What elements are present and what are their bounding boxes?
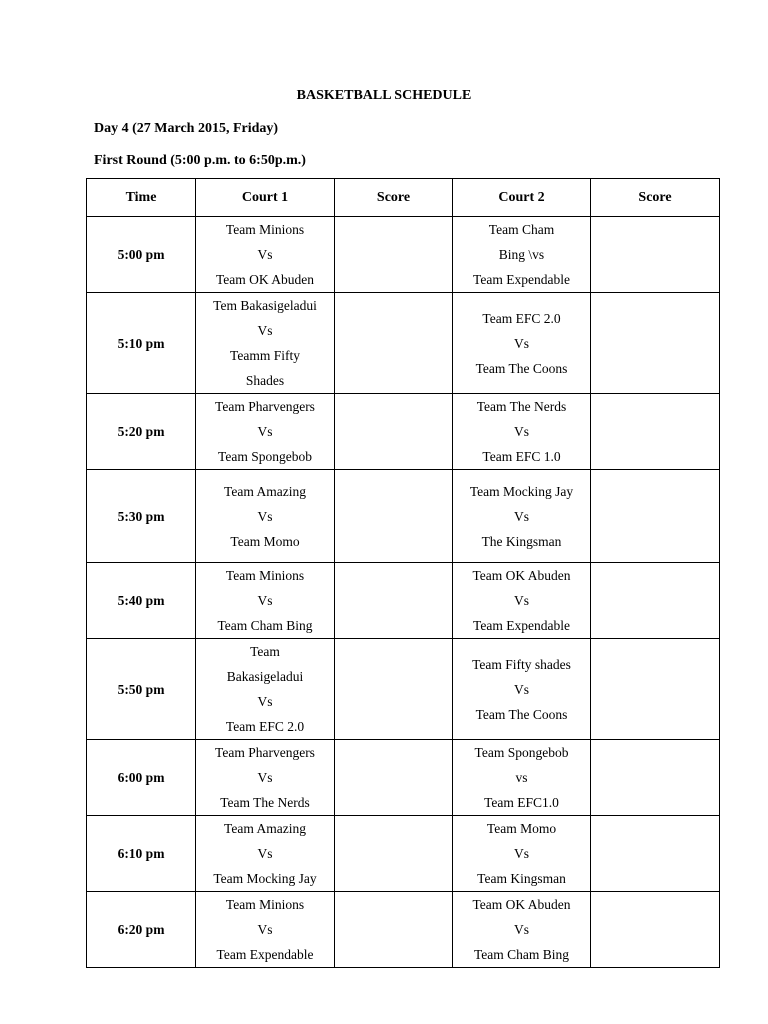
court-2-match — [453, 816, 591, 892]
court-1-match — [196, 217, 335, 293]
score-1-cell[interactable] — [335, 293, 453, 394]
match-line: Vs — [513, 922, 529, 937]
match-line: Team Minions — [225, 568, 305, 583]
court-1-match — [196, 563, 335, 639]
match-line: Vs — [257, 247, 273, 262]
score-2-cell[interactable] — [591, 740, 720, 816]
match-line: Team Minions — [225, 222, 305, 237]
match-line: Vs — [257, 323, 273, 338]
court-1-match — [196, 816, 335, 892]
match-line: Team Momo — [486, 821, 557, 836]
match-line: Vs — [257, 424, 273, 439]
round-heading: First Round (5:00 p.m. to 6:50p.m.) — [94, 153, 306, 168]
match-line: Vs — [513, 593, 529, 608]
match-line: Vs — [257, 770, 273, 785]
court-1-match — [196, 293, 335, 394]
court-1-match — [196, 892, 335, 968]
court-1-match — [196, 639, 335, 740]
score-2-cell[interactable] — [591, 470, 720, 563]
score-2-cell[interactable] — [591, 892, 720, 968]
match-line: Vs — [513, 508, 529, 524]
document-title: BASKETBALL SCHEDULE — [296, 88, 472, 103]
match-line: Team Fifty shades — [472, 656, 571, 672]
time-cell: 5:30 pm — [87, 470, 196, 563]
time-cell: 5:40 pm — [87, 563, 196, 639]
match-line: Team EFC 2.0 — [482, 310, 561, 326]
match-line: Bing \vs — [498, 247, 545, 262]
court-1-match — [196, 470, 335, 563]
match-line: Tem Bakasigeladui — [213, 298, 317, 313]
header-score-1: Score — [335, 179, 453, 217]
score-2-cell[interactable] — [591, 293, 720, 394]
header-time: Time — [87, 179, 196, 217]
time-cell: 6:20 pm — [87, 892, 196, 968]
match-line: Team Momo — [230, 533, 300, 549]
court-2-match — [453, 740, 591, 816]
court-2-match — [453, 293, 591, 394]
match-line: Team Kingsman — [477, 871, 566, 886]
match-line: Vs — [513, 681, 529, 697]
match-line: Vs — [513, 424, 529, 439]
match-line: Team The Nerds — [220, 795, 310, 810]
match-line: Bakasigeladui — [226, 669, 304, 684]
match-line: Team Amazing — [224, 483, 306, 499]
match-line: Vs — [257, 846, 273, 861]
score-2-cell[interactable] — [591, 217, 720, 293]
score-1-cell[interactable] — [335, 563, 453, 639]
schedule-table — [86, 178, 720, 968]
court-1-match — [196, 394, 335, 470]
table-row — [87, 892, 720, 968]
table-row — [87, 563, 720, 639]
time-cell: 5:10 pm — [87, 293, 196, 394]
time-cell: 6:00 pm — [87, 740, 196, 816]
score-1-cell[interactable] — [335, 639, 453, 740]
time-cell: 6:10 pm — [87, 816, 196, 892]
match-line: Team The Coons — [475, 706, 568, 722]
match-line: Team Mocking Jay — [469, 483, 574, 499]
match-line: Team OK Abuden — [472, 897, 571, 912]
match-line: Team Cham — [488, 222, 555, 237]
score-2-cell[interactable] — [591, 639, 720, 740]
match-line: Teamm Fifty — [230, 348, 300, 363]
table-row — [87, 740, 720, 816]
court-2-match — [453, 563, 591, 639]
match-line: The Kingsman — [481, 533, 562, 549]
schedule-header — [87, 179, 720, 217]
table-row — [87, 639, 720, 740]
day-heading: Day 4 (27 March 2015, Friday) — [94, 121, 279, 136]
table-row — [87, 470, 720, 563]
score-1-cell[interactable] — [335, 740, 453, 816]
match-line: Team Minions — [225, 897, 305, 912]
court-1-match — [196, 740, 335, 816]
match-line: Vs — [513, 335, 529, 351]
match-line: Team Spongebob — [474, 745, 569, 760]
court-2-match — [453, 639, 591, 740]
match-line: Vs — [257, 922, 273, 937]
match-line: Team Cham Bing — [217, 618, 313, 633]
score-1-cell[interactable] — [335, 470, 453, 563]
table-row — [87, 293, 720, 394]
court-2-match — [453, 892, 591, 968]
match-line: Team Expendable — [473, 272, 570, 287]
score-2-cell[interactable] — [591, 394, 720, 470]
header-court-1: Court 1 — [196, 179, 335, 217]
match-line: Team OK Abuden — [215, 272, 315, 287]
table-row — [87, 816, 720, 892]
time-cell: 5:20 pm — [87, 394, 196, 470]
match-line: Team — [250, 644, 280, 659]
match-line: Vs — [257, 593, 273, 608]
match-line: Team Expendable — [473, 618, 570, 633]
match-line: Team Pharvengers — [215, 399, 315, 414]
match-line: Team The Coons — [475, 360, 568, 376]
match-line: Vs — [513, 846, 529, 861]
score-1-cell[interactable] — [335, 217, 453, 293]
court-2-match — [453, 470, 591, 563]
match-line: vs — [515, 770, 528, 785]
match-line: Team EFC1.0 — [484, 795, 559, 810]
score-1-cell[interactable] — [335, 816, 453, 892]
header-score-2: Score — [591, 179, 720, 217]
match-line: Team Cham Bing — [473, 947, 570, 962]
match-line: Shades — [245, 373, 285, 388]
table-row — [87, 217, 720, 293]
score-1-cell[interactable] — [335, 892, 453, 968]
match-line: Team EFC 1.0 — [482, 449, 561, 464]
time-cell: 5:00 pm — [87, 217, 196, 293]
match-line: Team EFC 2.0 — [225, 719, 305, 734]
header-row — [87, 179, 720, 217]
score-1-cell[interactable] — [335, 394, 453, 470]
match-line: Team Spongebob — [218, 449, 312, 464]
court-2-match — [453, 394, 591, 470]
header-court-2: Court 2 — [453, 179, 591, 217]
match-line: Team Expendable — [216, 947, 314, 962]
match-line: Team Pharvengers — [215, 745, 315, 760]
match-line: Team Mocking Jay — [213, 871, 317, 886]
match-line: Vs — [257, 694, 273, 709]
court-2-match — [453, 217, 591, 293]
score-2-cell[interactable] — [591, 563, 720, 639]
table-row — [87, 394, 720, 470]
schedule-body — [87, 217, 720, 968]
score-2-cell[interactable] — [591, 816, 720, 892]
match-line: Vs — [257, 508, 273, 524]
match-line: Team Amazing — [224, 821, 306, 836]
match-line: Team OK Abuden — [472, 568, 571, 583]
match-line: Team The Nerds — [476, 399, 567, 414]
time-cell: 5:50 pm — [87, 639, 196, 740]
